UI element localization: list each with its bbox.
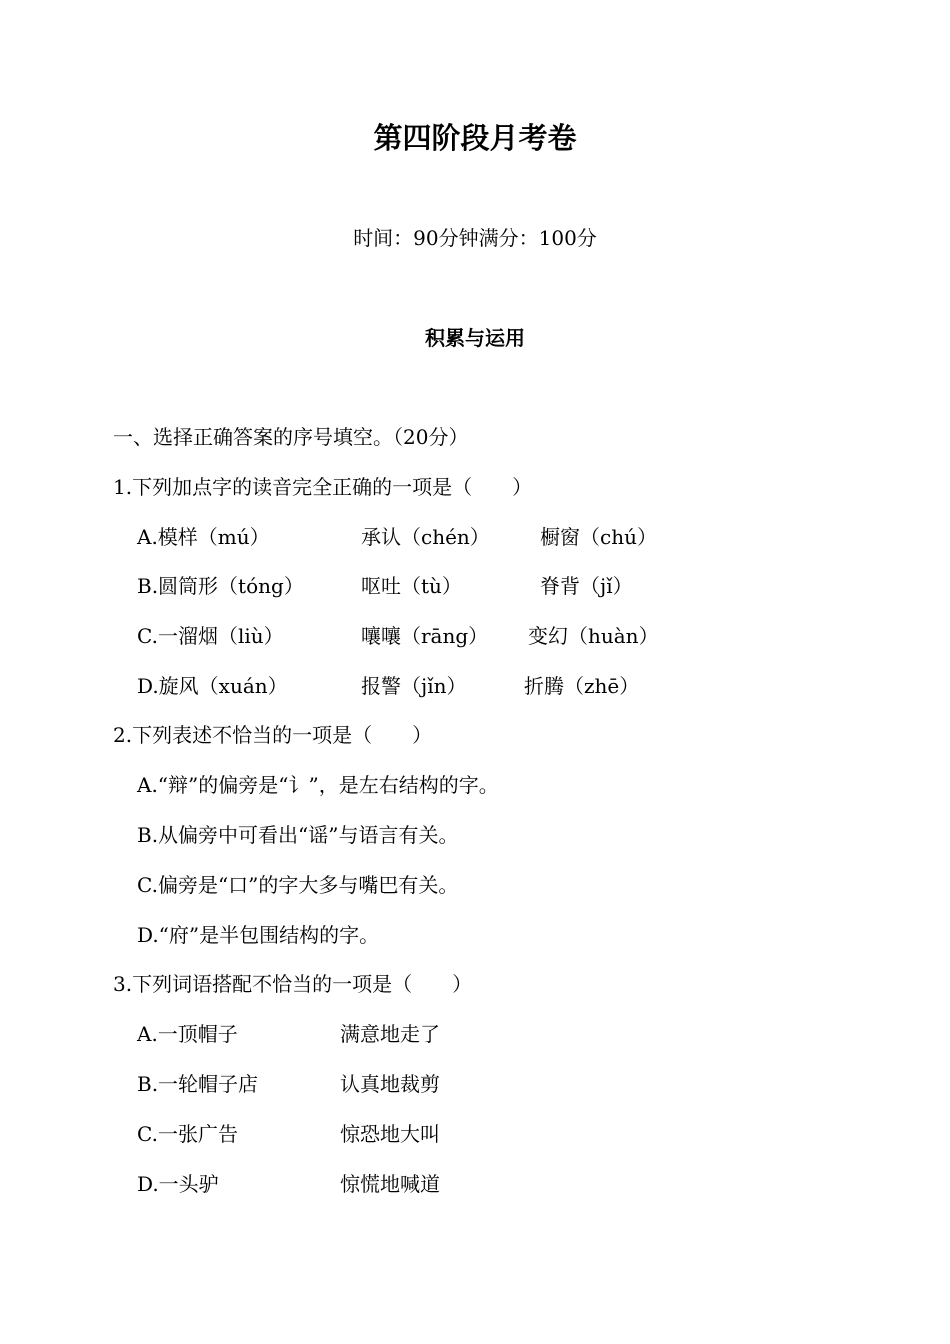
q1-option-b-word2: 呕吐（tù）	[361, 574, 462, 598]
question-2-stem: 2.下列表述不恰当的一项是（ ）	[113, 723, 433, 747]
exam-time-score: 时间：90分钟满分：100分	[353, 226, 597, 250]
part-heading: 一、选择正确答案的序号填空。（20分）	[113, 425, 469, 449]
q1-option-b-word3: 脊背（jǐ）	[540, 574, 633, 598]
q1-option-a-word2: 承认（chén）	[361, 525, 490, 549]
q3-option-a-phrase1: A.一顶帽子	[137, 1022, 238, 1046]
exam-title: 第四阶段月考卷	[373, 121, 577, 155]
question-1-stem: 1.下列加点字的读音完全正确的一项是（ ）	[113, 475, 533, 499]
section-heading: 积累与运用	[425, 326, 525, 350]
q1-option-d-word1: D.旋风（xuán）	[137, 674, 288, 698]
q3-option-d-phrase1: D.一头驴	[137, 1172, 219, 1196]
q2-option-b: B.从偏旁中可看出“谣”与语言有关。	[137, 823, 459, 847]
q1-option-d-word3: 折腾（zhē）	[524, 674, 640, 698]
q1-option-a-word3: 橱窗（chú）	[540, 525, 657, 549]
q3-option-d-phrase2: 惊慌地喊道	[340, 1172, 440, 1196]
q3-option-c-phrase1: C.一张广告	[137, 1122, 238, 1146]
q3-option-b-phrase2: 认真地裁剪	[340, 1072, 440, 1096]
q3-option-b-phrase1: B.一轮帽子店	[137, 1072, 259, 1096]
q3-option-a-phrase2: 满意地走了	[340, 1022, 440, 1046]
q2-option-c: C.偏旁是“口”的字大多与嘴巴有关。	[137, 873, 459, 897]
q2-option-a: A.“辩”的偏旁是“讠”，是左右结构的字。	[137, 773, 499, 797]
q1-option-c-word1: C.一溜烟（liù）	[137, 624, 284, 648]
q3-option-c-phrase2: 惊恐地大叫	[340, 1122, 440, 1146]
q1-option-c-word2: 嚷嚷（rāng）	[361, 624, 489, 648]
question-3-stem: 3.下列词语搭配不恰当的一项是（ ）	[113, 972, 473, 996]
q1-option-d-word2: 报警（jǐn）	[361, 674, 467, 698]
q2-option-d: D.“府”是半包围结构的字。	[137, 923, 380, 947]
q1-option-a-word1: A.模样（mú）	[137, 525, 270, 549]
q1-option-c-word3: 变幻（huàn）	[528, 624, 659, 648]
q1-option-b-word1: B.圆筒形（tóng）	[137, 574, 304, 598]
